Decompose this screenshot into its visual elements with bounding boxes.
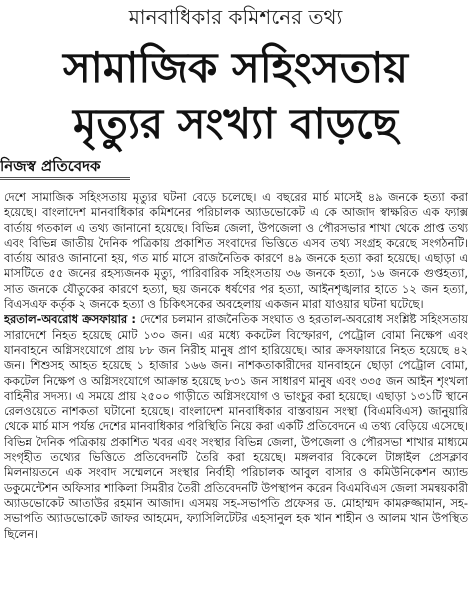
paragraph-2-text: দেশের চলমান রাজনৈতিক সংঘাত ও হরতাল-অবরোধ সংশ্লিষ্ট সহিংসতায় সারাদেশে নিহত হয়েছে মোট ১৩০ জন। এর মধ্যে ককটেল বিস্ফোরণ, পেট্রোল বোমা নিক্ষেপ এবং যানবাহনে অগ্নিসংযোগে প্রায় ৮৮ জন নিরীহ মানুষ প্রাণ হারিয়েছে। আর ক্রসফায়ারে নিহত হয়েছে ৪২ জন। শিশুসহ আহত হয়েছে ১ হাজার ১৬৬ জন। নাশকতাকারীদের যানবাহনে ছোড়া পেট্রোল বোমা, ককটেল নিক্ষেপ ও অগ্নিসংযোগে আক্রান্ত হয়েছে ৮৩১ জন সাধারণ মানুষ এবং ৩৩৫ জন আইন শৃংখলা বাহিনীর সদস্য। এ সময়ে প্রায় ২৫০০ গাড়ীতে অগ্নিসংযোগ ও ভাংচুর করা হয়েছে। এছাড়া ১৩১টি স্থানে রেলওয়েতে নাশকতা ঘটানো হয়েছে। বাংলাদেশ মানবাধিকার বাস্তবায়ন সংস্থা (বিএমবিএস) জানুয়ারি থেকে মার্চ মাস পর্যন্ত দেশের মানবাধিকার পরিস্থিতি নিয়ে করা একটি প্রতিবেদনে এ তথ্য বেড়িয়ে এসেছে। বিভিন্ন দৈনিক পত্রিকায় প্রকাশিত খবর এবং সংস্থার বিভিন্ন জেলা, উপজেলা ও পৌরসভা শাখার মাধ্যমে সংগৃহীত তথ্যের ভিত্তিতে প্রতিবেদনটি তৈরি করা হয়েছে। মঙ্গলবার বিকেলে টাঙ্গাইল প্রেসক্লাব মিলনায়তনে এক সংবাদ সম্মেলনে সংস্থার নির্বাহী পরিচালক আবুল বাসার ও কমিউনিকেশন অ্যান্ড ডকুমেন্টেশন অফিসার শাকিলা সিমরীর তৈরী প্রতিবেদনটি উপস্থাপন করেন বিএমবিএস জেলা সমন্বয়কারী অ্যাডভোকেট আতাউর রহমান আজাদ। এসময় সহ-সভাপতি প্রফেসর ড. মোহাম্মদ কামরুজ্জামান, সহ-সভাপতি অ্যাডভোকেট জাফর আহমেদ, ফ্যাসিলিটেটর এহসানুল হক খান শাহীন ও আলম খান উপস্থিত ছিলেন। <box>4 312 468 541</box>
paragraph-2-lead: হরতাল-অবরোধ ক্রসফায়ার : <box>4 312 136 327</box>
paragraph-1: দেশে সামাজিক সহিংসতায় মৃত্যুর ঘটনা বেড়ে চলেছে। এ বছরের মার্চ মাসেই ৪৯ জনকে হত্যা করা হয়েছে। বাংলাদেশ মানবাধিকার কমিশনের পরিচালক অ্যাডভোকেট এ কে আজাদ স্বাক্ষরিত এক ফ্যাক্স বার্তায় গতকাল এ তথ্য জানানো হয়েছে। বিভিন্ন জেলা, উপজেলা ও পৌরসভার শাখা থেকে প্রাপ্ত তথ্য এবং বিভিন্ন জাতীয় দৈনিক পত্রিকায় প্রকাশিত সংবাদের ভিত্তিতে এসব তথ্য সংগ্রহ করেছে সংগঠনটি। বার্তায় আরও জানানো হয়, গত মার্চ মাসে রাজনৈতিক কারণে ৪৯ জনকে হত্যা করা হয়েছে। এছাড়া এ মাসটিতে ৫৫ জনের রহস্যজনক মৃত্যু, পারিবারিক সহিংসতায় ৩৬ জনকে হত্যা, ১৬ জনকে গুপ্তহত্যা, সাত জনকে যৌতুকের কারণে হত্যা, ছয় জনকে ধর্ষণের পর হত্যা, আইনশৃঙ্খলার হাতে ১২ জন হত্যা, বিএসএফ কর্তৃক ২ জনকে হত্যা ও চিকিৎসকের অবহেলায় একজন মারা যাওয়ার ঘটনা ঘটেছে। <box>4 190 468 312</box>
article-headline <box>0 40 471 152</box>
article-body <box>4 190 468 615</box>
paragraph-2 <box>4 312 468 541</box>
byline: নিজস্ব প্রতিবেদক <box>0 157 101 175</box>
article-kicker: মানবাধিকার কমিশনের তথ্য <box>128 5 343 29</box>
byline-rule <box>0 177 130 178</box>
headline-line-2: মৃত্যুর সংখ্যা বাড়ছে <box>73 99 398 148</box>
headline-line-1: সামাজিক সহিংসতায় <box>62 43 409 92</box>
byline-rule-2 <box>0 179 130 180</box>
